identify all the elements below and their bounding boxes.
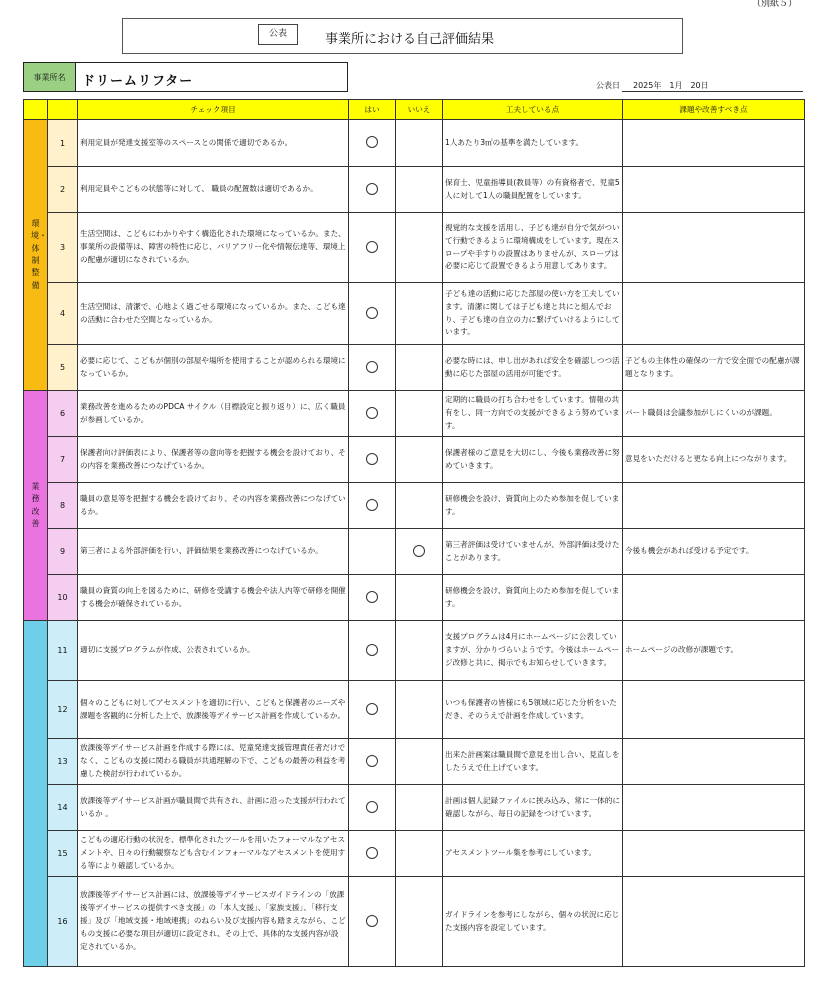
issue-text: ホームページの改修が課題です。 <box>623 621 805 681</box>
table-row <box>24 529 805 575</box>
table-row <box>24 213 805 283</box>
table-row <box>24 785 805 831</box>
circle-mark-icon <box>366 241 378 253</box>
check-item: 業務改善を進めるためのPDCA サイクル（目標設定と振り返り）に、広く職員が参画しているか。 <box>78 391 349 437</box>
table-row <box>24 283 805 345</box>
evaluation-table <box>23 99 805 967</box>
item-number: 14 <box>48 785 78 831</box>
header-check-item: チェック項目 <box>78 100 349 120</box>
yes-cell <box>349 739 396 785</box>
check-item: 個々のこどもに対してアセスメントを適切に行い、こどもと保護者のニーズや課題を客観的に分析した上で、放課後等デイサービス計画を作成しているか。 <box>78 681 349 739</box>
yes-cell <box>349 483 396 529</box>
yes-cell <box>349 681 396 739</box>
effort-text: 計画は個人記録ファイルに挟み込み、常に一体的に確認しながら、毎日の記録をつけています。 <box>443 785 623 831</box>
circle-mark-icon <box>366 591 378 603</box>
item-number: 13 <box>48 739 78 785</box>
yes-cell <box>349 529 396 575</box>
effort-text: 支援プログラムは4月にホームページに公表していますが、分かりづらいようです。今後はホームページ改修と共に、掲示でもお知らせしていきます。 <box>443 621 623 681</box>
item-number: 3 <box>48 213 78 283</box>
issue-text: 今後も機会があれば受ける予定です。 <box>623 529 805 575</box>
header-no: いいえ <box>396 100 443 120</box>
yes-cell <box>349 621 396 681</box>
issue-text <box>623 575 805 621</box>
check-item: 適切に支援プログラムが作成、公表されているか。 <box>78 621 349 681</box>
header-number <box>48 100 78 120</box>
publish-date-value: 2025年 1月 20日 <box>633 81 709 90</box>
category-label: 環境・体制整備 <box>31 218 47 290</box>
circle-mark-icon <box>366 755 378 767</box>
yes-cell <box>349 877 396 967</box>
item-number: 4 <box>48 283 78 345</box>
circle-mark-icon <box>366 307 378 319</box>
item-number: 5 <box>48 345 78 391</box>
effort-text: 研修機会を設け、資質向上のため参加を促しています。 <box>443 575 623 621</box>
no-cell <box>396 437 443 483</box>
check-item: 生活空間は、清潔で、心地よく過ごせる環境になっているか。また、こども達の活動に合わせた空間となっているか。 <box>78 283 349 345</box>
yes-cell <box>349 167 396 213</box>
no-cell <box>396 785 443 831</box>
check-item: 保護者向け評価表により、保護者等の意向等を把握する機会を設けており、その内容を業務改善につなげているか。 <box>78 437 349 483</box>
no-cell <box>396 739 443 785</box>
category-label: 業務改善 <box>31 481 40 528</box>
check-item: 放課後等デイサービス計画を作成する際には、児童発達支援管理責任者だけでなく、こどもの支援に関わる職員が共通理解の下で、こどもの最善の利益を考慮した検討が行われているか。 <box>78 739 349 785</box>
check-item: こどもの適応行動の状況を、標準化されたツールを用いたフォーマルなアセスメントや、日々の行動観察なども含むインフォーマルなアセスメントを使用する等により確認しているか。 <box>78 831 349 877</box>
issue-text <box>623 739 805 785</box>
no-cell <box>396 391 443 437</box>
effort-text: 保護者様のご意見を大切にし、今後も業務改善に努めていきます。 <box>443 437 623 483</box>
check-item: 放課後等デイサービス計画が職員間で共有され、計画に沿った支援が行われているか 。 <box>78 785 349 831</box>
no-cell <box>396 831 443 877</box>
circle-mark-icon <box>366 407 378 419</box>
effort-text: 出来た計画案は職員間で意見を出し合い、見直しをしたうえで仕上げています。 <box>443 739 623 785</box>
issue-text <box>623 681 805 739</box>
check-item: 利用定員が発達支援室等のスペースとの関係で適切であるか。 <box>78 120 349 167</box>
item-number: 15 <box>48 831 78 877</box>
table-row <box>24 483 805 529</box>
issue-text: 意見をいただけると更なる向上につながります。 <box>623 437 805 483</box>
no-cell <box>396 213 443 283</box>
table-row <box>24 621 805 681</box>
circle-mark-icon <box>366 847 378 859</box>
check-item: 放課後等デイサービス計画には、放課後等デイサービスガイドラインの「放課後等デイサービスの提供すべき支援」の「本人支援」、「家族支援」、「移行支援」及び「地域支援・地域連携」のねらい及び支援内容も踏まえながら、こどもの支援に必要な項目が適切に設定され、その上で、具体的な支援内容が設定されているか。 <box>78 877 349 967</box>
issue-text <box>623 120 805 167</box>
table-row <box>24 877 805 967</box>
check-item: 職員の資質の向上を図るために、研修を受講する機会や法人内等で研修を開催する機会が確保されているか。 <box>78 575 349 621</box>
item-number: 9 <box>48 529 78 575</box>
circle-mark-icon <box>366 136 378 148</box>
effort-text: 1人あたり3㎡の基準を満たしています。 <box>443 120 623 167</box>
yes-cell <box>349 120 396 167</box>
table-row <box>24 437 805 483</box>
no-cell <box>396 167 443 213</box>
circle-mark-icon <box>366 361 378 373</box>
issue-text <box>623 877 805 967</box>
item-number: 8 <box>48 483 78 529</box>
check-item: 職員の意見等を把握する機会を設けており、その内容を業務改善につなげているか。 <box>78 483 349 529</box>
table-header-row <box>24 100 805 120</box>
category-cell <box>24 391 48 621</box>
effort-text: アセスメントツール集を参考にしています。 <box>443 831 623 877</box>
yes-cell <box>349 345 396 391</box>
issue-text <box>623 213 805 283</box>
check-item: 生活空間は、こどもにわかりやすく構造化された環境になっているか。また、事業所の設備等は、障害の特性に応じ、バリアフリー化や情報伝達等、環境上の配慮が適切になされているか。 <box>78 213 349 283</box>
effort-text: 保育士、児童指導員(教員等）の有資格者で、児童5人に対して1人の職員配置をしています。 <box>443 167 623 213</box>
circle-mark-icon <box>366 801 378 813</box>
circle-mark-icon <box>366 499 378 511</box>
item-number: 16 <box>48 877 78 967</box>
no-cell <box>396 621 443 681</box>
item-number: 6 <box>48 391 78 437</box>
header-category <box>24 100 48 120</box>
org-name-label: 事業所名 <box>23 62 76 92</box>
item-number: 1 <box>48 120 78 167</box>
yes-cell <box>349 831 396 877</box>
effort-text: いつも保護者の皆様にも5領域に応じた分析をいただき、そのうえで計画を作成しています。 <box>443 681 623 739</box>
table-row <box>24 575 805 621</box>
item-number: 7 <box>48 437 78 483</box>
issue-text <box>623 167 805 213</box>
issue-text <box>623 283 805 345</box>
table-row <box>24 831 805 877</box>
item-number: 12 <box>48 681 78 739</box>
category-cell <box>24 621 48 967</box>
table-row <box>24 345 805 391</box>
effort-text: 子ども達の活動に応じた部屋の使い方を工夫しています。清潔に関しては子ども達と共にと組んでおり、子ども達の自立の力に繋げていけるようにしています。 <box>443 283 623 345</box>
check-item: 必要に応じて、こどもが個別の部屋や場所を使用することが認められる環境になっているか。 <box>78 345 349 391</box>
effort-text: 研修機会を設け、資質向上のため参加を促しています。 <box>443 483 623 529</box>
issue-text <box>623 483 805 529</box>
yes-cell <box>349 437 396 483</box>
header-effort: 工夫している点 <box>443 100 623 120</box>
no-cell <box>396 120 443 167</box>
circle-mark-icon <box>366 703 378 715</box>
issue-text <box>623 831 805 877</box>
public-badge: 公表 <box>258 24 298 45</box>
yes-cell <box>349 785 396 831</box>
effort-text: 第三者評価は受けていませんが、外部評価は受けたことがあります。 <box>443 529 623 575</box>
effort-text: 定期的に職員の打ち合わせをしています。情報の共有をし、同一方向での支援ができるよう努めています。 <box>443 391 623 437</box>
circle-mark-icon <box>366 644 378 656</box>
circle-mark-icon <box>366 183 378 195</box>
no-cell <box>396 483 443 529</box>
item-number: 11 <box>48 621 78 681</box>
header-yes: はい <box>349 100 396 120</box>
annex-label: （別紙５） <box>751 0 797 9</box>
table-row <box>24 681 805 739</box>
yes-cell <box>349 283 396 345</box>
org-name: ドリームリフター <box>82 74 194 89</box>
issue-text: 子どもの主体性の確保の一方で安全面での配慮が課題となります。 <box>623 345 805 391</box>
date-underline <box>622 91 803 92</box>
publish-date-label: 公表日 <box>596 81 620 90</box>
item-number: 2 <box>48 167 78 213</box>
item-number: 10 <box>48 575 78 621</box>
category-cell <box>24 120 48 391</box>
table-row <box>24 120 805 167</box>
yes-cell <box>349 575 396 621</box>
table-body <box>24 120 805 967</box>
effort-text: ガイドラインを参考にしながら、個々の状況に応じた支援内容を設定しています。 <box>443 877 623 967</box>
no-cell <box>396 529 443 575</box>
table-row <box>24 167 805 213</box>
table-row <box>24 739 805 785</box>
circle-mark-icon <box>413 545 425 557</box>
check-item: 利用定員やこどもの状態等に対して、 職員の配置数は適切であるか。 <box>78 167 349 213</box>
yes-cell <box>349 391 396 437</box>
no-cell <box>396 681 443 739</box>
effort-text: 視覚的な支援を活用し、子ども達が自分で気がついて行動できるように環境構成をしています。現在スロープや手すりの設置はありませんが、スロープは必要に応じて設置できるよう用意してあります。 <box>443 213 623 283</box>
yes-cell <box>349 213 396 283</box>
page-title: 事業所における自己評価結果 <box>325 32 495 47</box>
check-item: 第三者による外部評価を行い、評価結果を業務改善につなげているか。 <box>78 529 349 575</box>
no-cell <box>396 345 443 391</box>
no-cell <box>396 283 443 345</box>
no-cell <box>396 877 443 967</box>
effort-text: 必要な時には、申し出があれば安全を確認しつつ活動に応じた部屋の活用が可能です。 <box>443 345 623 391</box>
issue-text <box>623 785 805 831</box>
circle-mark-icon <box>366 915 378 927</box>
circle-mark-icon <box>366 453 378 465</box>
table-row <box>24 391 805 437</box>
header-issue: 課題や改善すべき点 <box>623 100 805 120</box>
issue-text: パート職員は会議参加がしにくいのが課題。 <box>623 391 805 437</box>
no-cell <box>396 575 443 621</box>
